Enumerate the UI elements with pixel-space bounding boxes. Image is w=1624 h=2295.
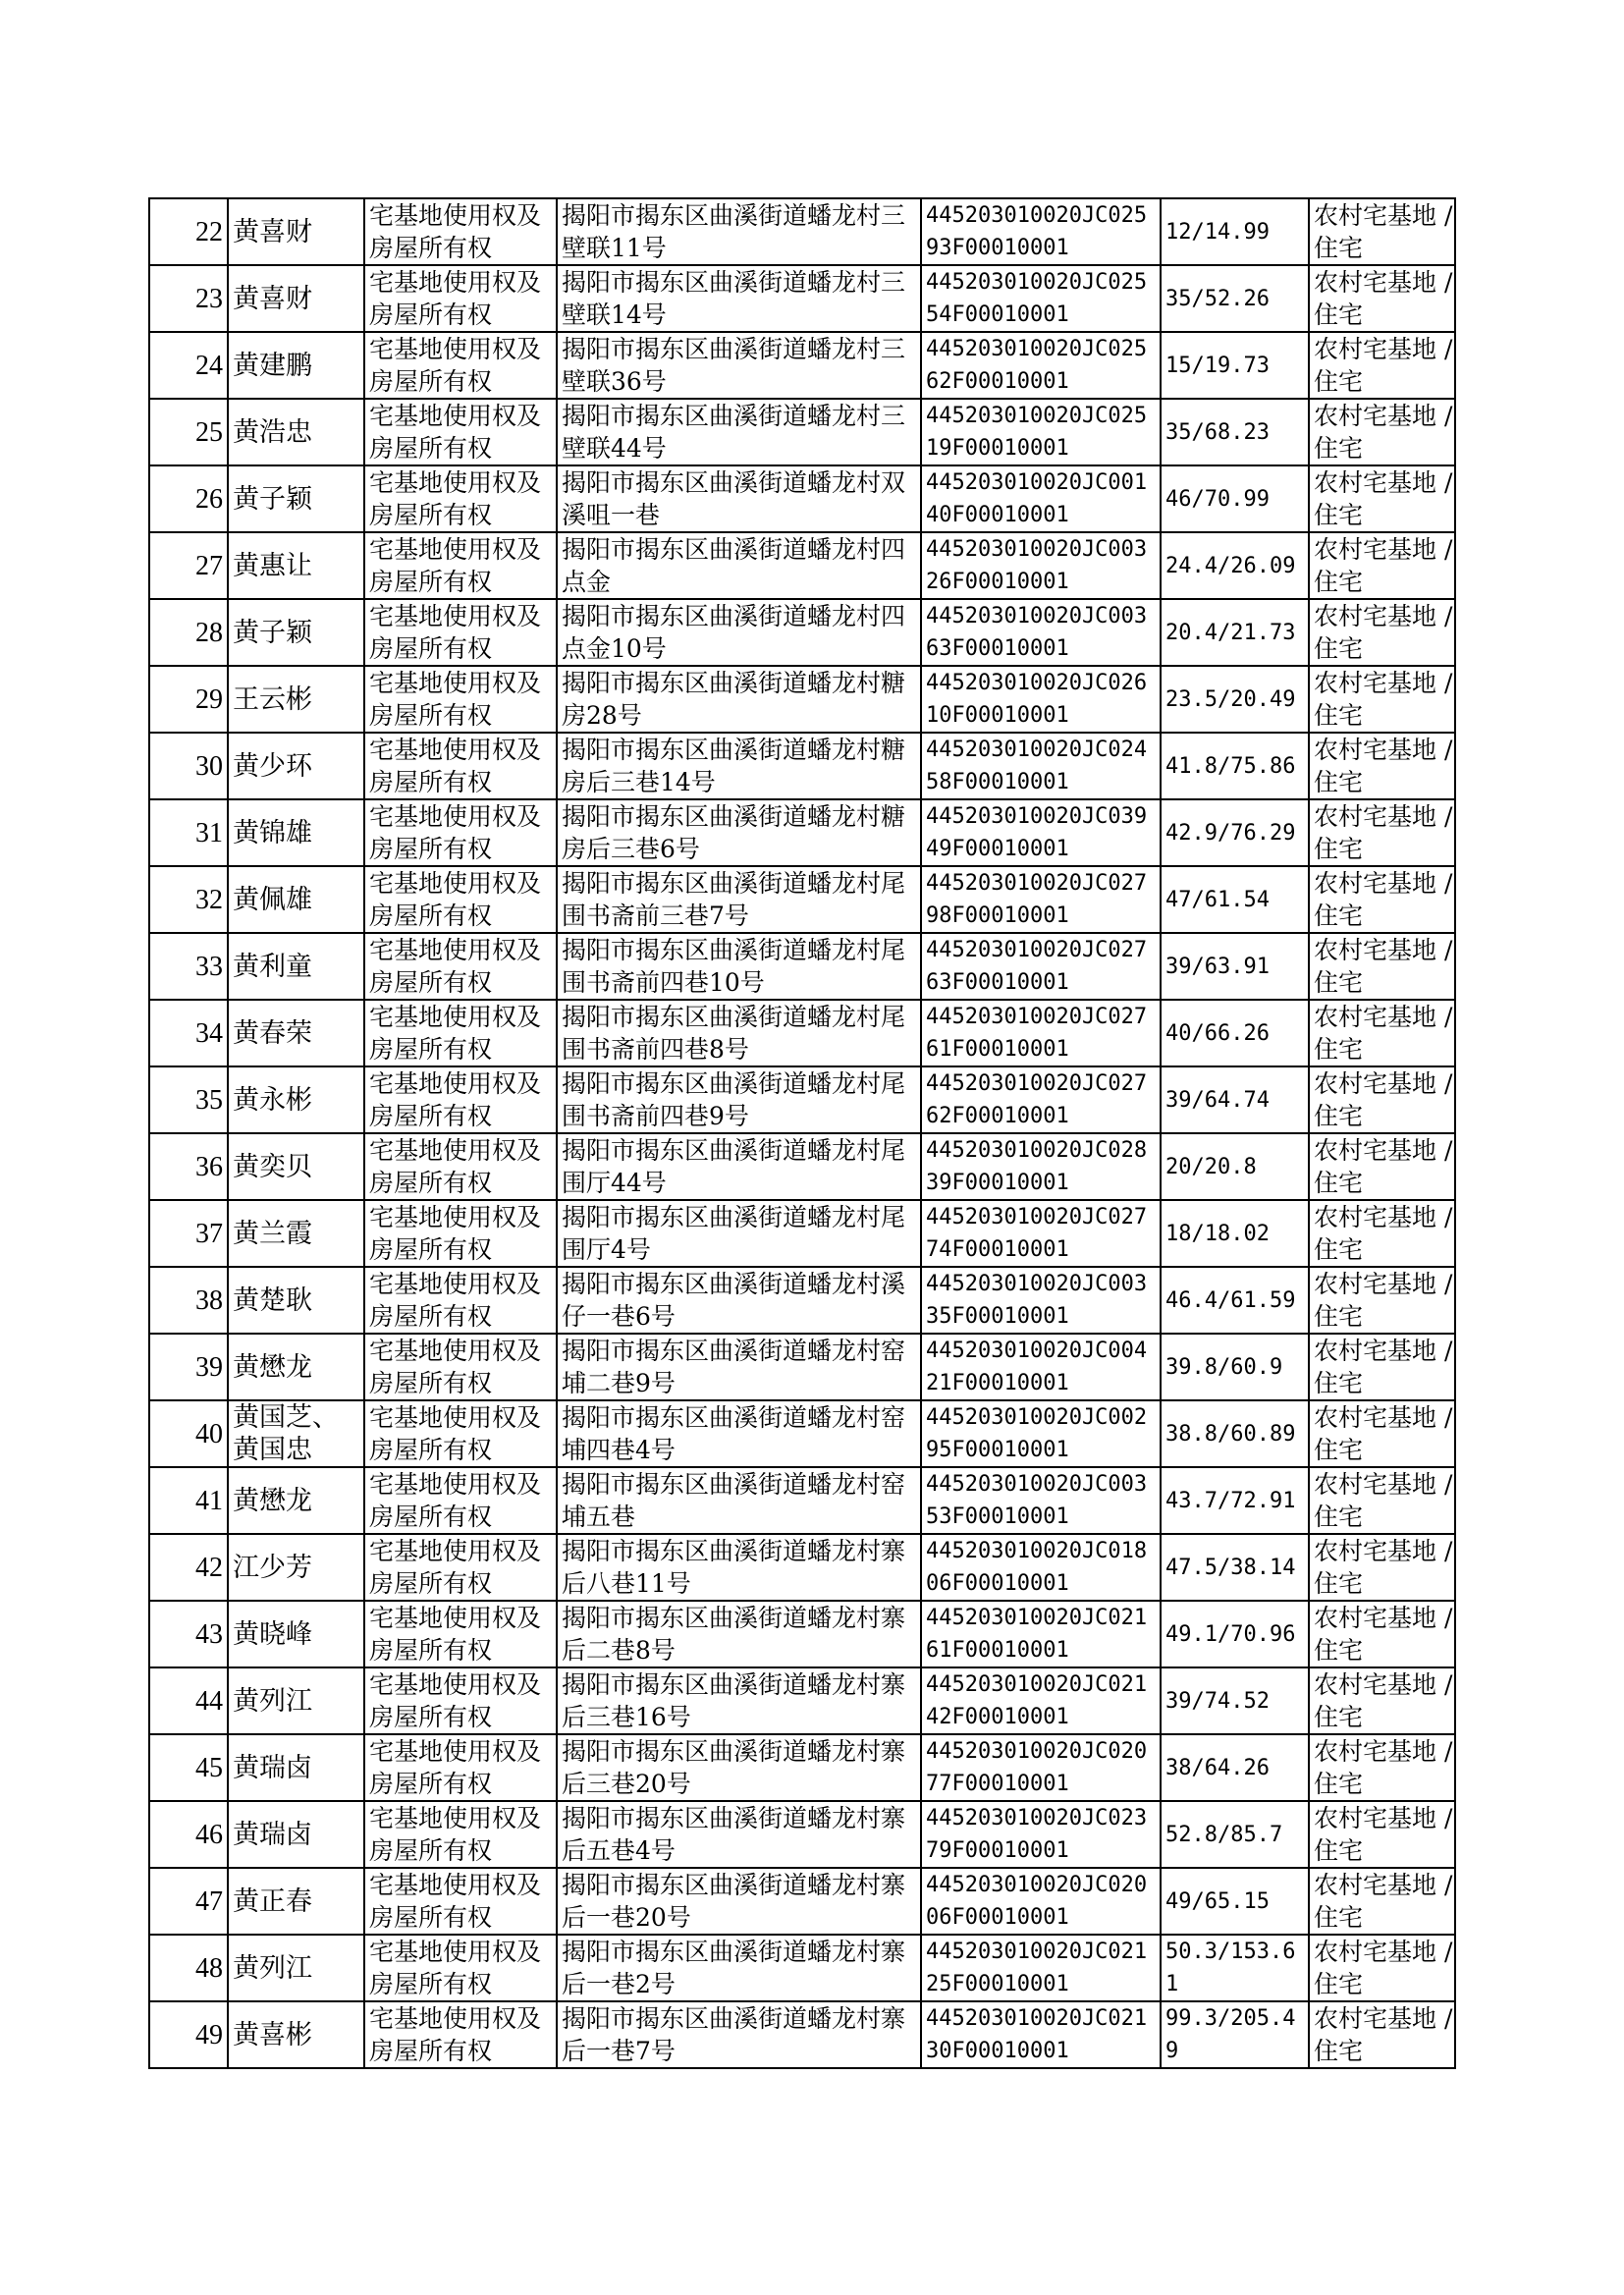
owner-name-cell: 黄春荣 <box>228 1000 364 1066</box>
property-address-cell: 揭阳市揭东区曲溪街道蟠龙村糖房后三巷14号 <box>557 733 921 799</box>
land-use-cell: 农村宅基地 / 住宅 <box>1309 1868 1455 1935</box>
owner-name-cell: 黄喜财 <box>228 198 364 265</box>
area-cell: 39/74.52 <box>1161 1667 1309 1734</box>
row-number-cell: 42 <box>149 1534 228 1601</box>
table-row <box>149 332 1455 399</box>
table-row <box>149 1935 1455 2001</box>
row-number-cell: 24 <box>149 332 228 399</box>
owner-name-cell: 黄懋龙 <box>228 1334 364 1400</box>
row-number-cell: 39 <box>149 1334 228 1400</box>
table-row <box>149 1267 1455 1334</box>
owner-name-cell: 黄浩忠 <box>228 399 364 465</box>
land-use-cell: 农村宅基地 / 住宅 <box>1309 265 1455 332</box>
area-cell: 39.8/60.9 <box>1161 1334 1309 1400</box>
owner-name-cell: 黄佩雄 <box>228 866 364 933</box>
property-address-cell: 揭阳市揭东区曲溪街道蟠龙村糖房后三巷6号 <box>557 799 921 866</box>
table-row <box>149 1601 1455 1667</box>
right-type-cell: 宅基地使用权及房屋所有权 <box>364 866 557 933</box>
owner-name-cell: 黄惠让 <box>228 532 364 599</box>
unit-code-cell: 445203010020JC02798F00010001 <box>921 866 1161 933</box>
row-number-cell: 49 <box>149 2001 228 2068</box>
row-number-cell: 44 <box>149 1667 228 1734</box>
unit-code-cell: 445203010020JC02142F00010001 <box>921 1667 1161 1734</box>
right-type-cell: 宅基地使用权及房屋所有权 <box>364 1400 557 1467</box>
unit-code-cell: 445203010020JC02593F00010001 <box>921 198 1161 265</box>
right-type-cell: 宅基地使用权及房屋所有权 <box>364 1267 557 1334</box>
table-row <box>149 599 1455 666</box>
row-number-cell: 33 <box>149 933 228 1000</box>
row-number-cell: 41 <box>149 1467 228 1534</box>
land-use-cell: 农村宅基地 / 住宅 <box>1309 1200 1455 1267</box>
area-cell: 23.5/20.49 <box>1161 666 1309 733</box>
owner-name-cell: 黄晓峰 <box>228 1601 364 1667</box>
land-use-cell: 农村宅基地 / 住宅 <box>1309 1734 1455 1801</box>
owner-name-cell: 黄兰霞 <box>228 1200 364 1267</box>
right-type-cell: 宅基地使用权及房屋所有权 <box>364 933 557 1000</box>
table-row <box>149 265 1455 332</box>
property-address-cell: 揭阳市揭东区曲溪街道蟠龙村尾围书斋前三巷7号 <box>557 866 921 933</box>
owner-name-cell: 黄建鹏 <box>228 332 364 399</box>
property-address-cell: 揭阳市揭东区曲溪街道蟠龙村窑埔二巷9号 <box>557 1334 921 1400</box>
unit-code-cell: 445203010020JC00363F00010001 <box>921 599 1161 666</box>
area-cell: 42.9/76.29 <box>1161 799 1309 866</box>
unit-code-cell: 445203010020JC02562F00010001 <box>921 332 1161 399</box>
table-row <box>149 1334 1455 1400</box>
area-cell: 47/61.54 <box>1161 866 1309 933</box>
unit-code-cell: 445203010020JC02379F00010001 <box>921 1801 1161 1868</box>
right-type-cell: 宅基地使用权及房屋所有权 <box>364 1000 557 1066</box>
property-address-cell: 揭阳市揭东区曲溪街道蟠龙村三壁联44号 <box>557 399 921 465</box>
row-number-cell: 47 <box>149 1868 228 1935</box>
land-use-cell: 农村宅基地 / 住宅 <box>1309 1267 1455 1334</box>
owner-name-cell: 王云彬 <box>228 666 364 733</box>
right-type-cell: 宅基地使用权及房屋所有权 <box>364 1066 557 1133</box>
row-number-cell: 25 <box>149 399 228 465</box>
right-type-cell: 宅基地使用权及房屋所有权 <box>364 799 557 866</box>
unit-code-cell: 445203010020JC00353F00010001 <box>921 1467 1161 1534</box>
table-row <box>149 1801 1455 1868</box>
row-number-cell: 35 <box>149 1066 228 1133</box>
area-cell: 18/18.02 <box>1161 1200 1309 1267</box>
unit-code-cell: 445203010020JC00421F00010001 <box>921 1334 1161 1400</box>
unit-code-cell: 445203010020JC02610F00010001 <box>921 666 1161 733</box>
area-cell: 50.3/153.61 <box>1161 1935 1309 2001</box>
row-number-cell: 45 <box>149 1734 228 1801</box>
unit-code-cell: 445203010020JC01806F00010001 <box>921 1534 1161 1601</box>
unit-code-cell: 445203010020JC00140F00010001 <box>921 465 1161 532</box>
land-use-cell: 农村宅基地 / 住宅 <box>1309 1667 1455 1734</box>
table-row <box>149 1667 1455 1734</box>
owner-name-cell: 黄楚耿 <box>228 1267 364 1334</box>
land-use-cell: 农村宅基地 / 住宅 <box>1309 2001 1455 2068</box>
land-use-cell: 农村宅基地 / 住宅 <box>1309 866 1455 933</box>
owner-name-cell: 黄子颖 <box>228 465 364 532</box>
registry-table-body <box>149 198 1455 2068</box>
table-row <box>149 1000 1455 1066</box>
unit-code-cell: 445203010020JC02130F00010001 <box>921 2001 1161 2068</box>
property-address-cell: 揭阳市揭东区曲溪街道蟠龙村尾围厅4号 <box>557 1200 921 1267</box>
row-number-cell: 32 <box>149 866 228 933</box>
area-cell: 49.1/70.96 <box>1161 1601 1309 1667</box>
property-address-cell: 揭阳市揭东区曲溪街道蟠龙村寨后八巷11号 <box>557 1534 921 1601</box>
area-cell: 46/70.99 <box>1161 465 1309 532</box>
owner-name-cell: 黄瑞卤 <box>228 1734 364 1801</box>
table-row <box>149 198 1455 265</box>
table-row <box>149 1534 1455 1601</box>
owner-name-cell: 黄少环 <box>228 733 364 799</box>
land-use-cell: 农村宅基地 / 住宅 <box>1309 1066 1455 1133</box>
area-cell: 20/20.8 <box>1161 1133 1309 1200</box>
right-type-cell: 宅基地使用权及房屋所有权 <box>364 399 557 465</box>
unit-code-cell: 445203010020JC02839F00010001 <box>921 1133 1161 1200</box>
row-number-cell: 46 <box>149 1801 228 1868</box>
row-number-cell: 40 <box>149 1400 228 1467</box>
land-use-cell: 农村宅基地 / 住宅 <box>1309 1601 1455 1667</box>
unit-code-cell: 445203010020JC02519F00010001 <box>921 399 1161 465</box>
row-number-cell: 37 <box>149 1200 228 1267</box>
table-row <box>149 733 1455 799</box>
owner-name-cell: 黄瑞卤 <box>228 1801 364 1868</box>
land-use-cell: 农村宅基地 / 住宅 <box>1309 1133 1455 1200</box>
right-type-cell: 宅基地使用权及房屋所有权 <box>364 465 557 532</box>
land-use-cell: 农村宅基地 / 住宅 <box>1309 1334 1455 1400</box>
table-row <box>149 666 1455 733</box>
owner-name-cell: 黄奕贝 <box>228 1133 364 1200</box>
table-row <box>149 399 1455 465</box>
row-number-cell: 31 <box>149 799 228 866</box>
area-cell: 35/52.26 <box>1161 265 1309 332</box>
property-address-cell: 揭阳市揭东区曲溪街道蟠龙村寨后五巷4号 <box>557 1801 921 1868</box>
table-row <box>149 866 1455 933</box>
property-address-cell: 揭阳市揭东区曲溪街道蟠龙村寨后三巷16号 <box>557 1667 921 1734</box>
right-type-cell: 宅基地使用权及房屋所有权 <box>364 2001 557 2068</box>
property-address-cell: 揭阳市揭东区曲溪街道蟠龙村三壁联14号 <box>557 265 921 332</box>
land-use-cell: 农村宅基地 / 住宅 <box>1309 532 1455 599</box>
owner-name-cell: 黄喜财 <box>228 265 364 332</box>
row-number-cell: 22 <box>149 198 228 265</box>
right-type-cell: 宅基地使用权及房屋所有权 <box>364 198 557 265</box>
property-address-cell: 揭阳市揭东区曲溪街道蟠龙村三壁联36号 <box>557 332 921 399</box>
land-use-cell: 农村宅基地 / 住宅 <box>1309 1935 1455 2001</box>
table-row <box>149 532 1455 599</box>
land-use-cell: 农村宅基地 / 住宅 <box>1309 1534 1455 1601</box>
right-type-cell: 宅基地使用权及房屋所有权 <box>364 1200 557 1267</box>
right-type-cell: 宅基地使用权及房屋所有权 <box>364 332 557 399</box>
area-cell: 24.4/26.09 <box>1161 532 1309 599</box>
property-address-cell: 揭阳市揭东区曲溪街道蟠龙村窑埔五巷 <box>557 1467 921 1534</box>
area-cell: 39/64.74 <box>1161 1066 1309 1133</box>
land-use-cell: 农村宅基地 / 住宅 <box>1309 733 1455 799</box>
land-use-cell: 农村宅基地 / 住宅 <box>1309 1801 1455 1868</box>
right-type-cell: 宅基地使用权及房屋所有权 <box>364 1935 557 2001</box>
land-use-cell: 农村宅基地 / 住宅 <box>1309 1400 1455 1467</box>
right-type-cell: 宅基地使用权及房屋所有权 <box>364 1601 557 1667</box>
registry-table <box>148 197 1456 2069</box>
row-number-cell: 30 <box>149 733 228 799</box>
area-cell: 52.8/85.7 <box>1161 1801 1309 1868</box>
property-address-cell: 揭阳市揭东区曲溪街道蟠龙村三壁联11号 <box>557 198 921 265</box>
land-use-cell: 农村宅基地 / 住宅 <box>1309 198 1455 265</box>
unit-code-cell: 445203010020JC02006F00010001 <box>921 1868 1161 1935</box>
property-address-cell: 揭阳市揭东区曲溪街道蟠龙村寨后一巷2号 <box>557 1935 921 2001</box>
owner-name-cell: 黄列江 <box>228 1667 364 1734</box>
land-use-cell: 农村宅基地 / 住宅 <box>1309 332 1455 399</box>
property-address-cell: 揭阳市揭东区曲溪街道蟠龙村四点金 <box>557 532 921 599</box>
land-use-cell: 农村宅基地 / 住宅 <box>1309 799 1455 866</box>
unit-code-cell: 445203010020JC02125F00010001 <box>921 1935 1161 2001</box>
property-address-cell: 揭阳市揭东区曲溪街道蟠龙村寨后一巷20号 <box>557 1868 921 1935</box>
owner-name-cell: 黄正春 <box>228 1868 364 1935</box>
row-number-cell: 38 <box>149 1267 228 1334</box>
property-address-cell: 揭阳市揭东区曲溪街道蟠龙村尾围厅44号 <box>557 1133 921 1200</box>
area-cell: 99.3/205.49 <box>1161 2001 1309 2068</box>
owner-name-cell: 黄懋龙 <box>228 1467 364 1534</box>
table-row <box>149 799 1455 866</box>
table-row <box>149 1734 1455 1801</box>
row-number-cell: 36 <box>149 1133 228 1200</box>
owner-name-cell: 黄锦雄 <box>228 799 364 866</box>
unit-code-cell: 445203010020JC00335F00010001 <box>921 1267 1161 1334</box>
property-address-cell: 揭阳市揭东区曲溪街道蟠龙村寨后一巷7号 <box>557 2001 921 2068</box>
land-use-cell: 农村宅基地 / 住宅 <box>1309 399 1455 465</box>
table-row <box>149 1200 1455 1267</box>
area-cell: 15/19.73 <box>1161 332 1309 399</box>
area-cell: 38.8/60.89 <box>1161 1400 1309 1467</box>
property-address-cell: 揭阳市揭东区曲溪街道蟠龙村双溪咀一巷 <box>557 465 921 532</box>
table-row <box>149 1868 1455 1935</box>
row-number-cell: 48 <box>149 1935 228 2001</box>
row-number-cell: 27 <box>149 532 228 599</box>
table-row <box>149 465 1455 532</box>
land-use-cell: 农村宅基地 / 住宅 <box>1309 465 1455 532</box>
unit-code-cell: 445203010020JC02763F00010001 <box>921 933 1161 1000</box>
row-number-cell: 34 <box>149 1000 228 1066</box>
table-row <box>149 1066 1455 1133</box>
land-use-cell: 农村宅基地 / 住宅 <box>1309 1467 1455 1534</box>
land-use-cell: 农村宅基地 / 住宅 <box>1309 933 1455 1000</box>
property-address-cell: 揭阳市揭东区曲溪街道蟠龙村糖房28号 <box>557 666 921 733</box>
table-row <box>149 933 1455 1000</box>
unit-code-cell: 445203010020JC00295F00010001 <box>921 1400 1161 1467</box>
property-address-cell: 揭阳市揭东区曲溪街道蟠龙村尾围书斋前四巷9号 <box>557 1066 921 1133</box>
right-type-cell: 宅基地使用权及房屋所有权 <box>364 532 557 599</box>
right-type-cell: 宅基地使用权及房屋所有权 <box>364 265 557 332</box>
area-cell: 46.4/61.59 <box>1161 1267 1309 1334</box>
area-cell: 12/14.99 <box>1161 198 1309 265</box>
right-type-cell: 宅基地使用权及房屋所有权 <box>364 1334 557 1400</box>
table-row <box>149 1133 1455 1200</box>
right-type-cell: 宅基地使用权及房屋所有权 <box>364 1133 557 1200</box>
table-row <box>149 2001 1455 2068</box>
unit-code-cell: 445203010020JC02554F00010001 <box>921 265 1161 332</box>
right-type-cell: 宅基地使用权及房屋所有权 <box>364 599 557 666</box>
owner-name-cell: 黄国芝、黄国忠 <box>228 1400 364 1467</box>
property-address-cell: 揭阳市揭东区曲溪街道蟠龙村寨后三巷20号 <box>557 1734 921 1801</box>
table-row <box>149 1467 1455 1534</box>
area-cell: 39/63.91 <box>1161 933 1309 1000</box>
area-cell: 38/64.26 <box>1161 1734 1309 1801</box>
unit-code-cell: 445203010020JC00326F00010001 <box>921 532 1161 599</box>
owner-name-cell: 江少芳 <box>228 1534 364 1601</box>
owner-name-cell: 黄子颖 <box>228 599 364 666</box>
owner-name-cell: 黄利童 <box>228 933 364 1000</box>
area-cell: 41.8/75.86 <box>1161 733 1309 799</box>
area-cell: 35/68.23 <box>1161 399 1309 465</box>
area-cell: 49/65.15 <box>1161 1868 1309 1935</box>
land-use-cell: 农村宅基地 / 住宅 <box>1309 599 1455 666</box>
area-cell: 43.7/72.91 <box>1161 1467 1309 1534</box>
unit-code-cell: 445203010020JC02774F00010001 <box>921 1200 1161 1267</box>
unit-code-cell: 445203010020JC02077F00010001 <box>921 1734 1161 1801</box>
row-number-cell: 29 <box>149 666 228 733</box>
area-cell: 40/66.26 <box>1161 1000 1309 1066</box>
owner-name-cell: 黄永彬 <box>228 1066 364 1133</box>
property-address-cell: 揭阳市揭东区曲溪街道蟠龙村窑埔四巷4号 <box>557 1400 921 1467</box>
unit-code-cell: 445203010020JC02458F00010001 <box>921 733 1161 799</box>
row-number-cell: 28 <box>149 599 228 666</box>
property-address-cell: 揭阳市揭东区曲溪街道蟠龙村寨后二巷8号 <box>557 1601 921 1667</box>
right-type-cell: 宅基地使用权及房屋所有权 <box>364 1667 557 1734</box>
property-address-cell: 揭阳市揭东区曲溪街道蟠龙村四点金10号 <box>557 599 921 666</box>
right-type-cell: 宅基地使用权及房屋所有权 <box>364 1534 557 1601</box>
right-type-cell: 宅基地使用权及房屋所有权 <box>364 666 557 733</box>
right-type-cell: 宅基地使用权及房屋所有权 <box>364 1467 557 1534</box>
row-number-cell: 23 <box>149 265 228 332</box>
row-number-cell: 26 <box>149 465 228 532</box>
table-row <box>149 1400 1455 1467</box>
unit-code-cell: 445203010020JC02761F00010001 <box>921 1000 1161 1066</box>
owner-name-cell: 黄列江 <box>228 1935 364 2001</box>
area-cell: 47.5/38.14 <box>1161 1534 1309 1601</box>
unit-code-cell: 445203010020JC02161F00010001 <box>921 1601 1161 1667</box>
unit-code-cell: 445203010020JC02762F00010001 <box>921 1066 1161 1133</box>
right-type-cell: 宅基地使用权及房屋所有权 <box>364 733 557 799</box>
property-address-cell: 揭阳市揭东区曲溪街道蟠龙村尾围书斋前四巷10号 <box>557 933 921 1000</box>
property-address-cell: 揭阳市揭东区曲溪街道蟠龙村溪仔一巷6号 <box>557 1267 921 1334</box>
right-type-cell: 宅基地使用权及房屋所有权 <box>364 1868 557 1935</box>
row-number-cell: 43 <box>149 1601 228 1667</box>
land-use-cell: 农村宅基地 / 住宅 <box>1309 1000 1455 1066</box>
area-cell: 20.4/21.73 <box>1161 599 1309 666</box>
property-address-cell: 揭阳市揭东区曲溪街道蟠龙村尾围书斋前四巷8号 <box>557 1000 921 1066</box>
owner-name-cell: 黄喜彬 <box>228 2001 364 2068</box>
right-type-cell: 宅基地使用权及房屋所有权 <box>364 1801 557 1868</box>
right-type-cell: 宅基地使用权及房屋所有权 <box>364 1734 557 1801</box>
land-use-cell: 农村宅基地 / 住宅 <box>1309 666 1455 733</box>
unit-code-cell: 445203010020JC03949F00010001 <box>921 799 1161 866</box>
